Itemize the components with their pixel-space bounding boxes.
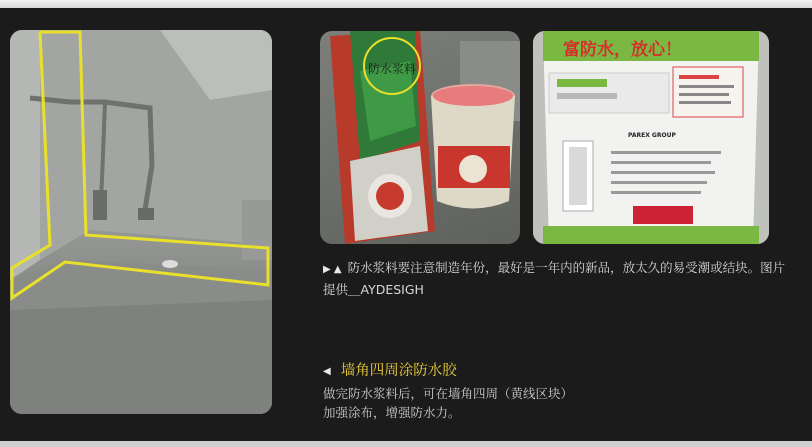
bag-highlight-label: 防水浆料 [368,62,417,76]
page-bottom-edge [0,441,812,447]
photo-caption [323,258,793,300]
bathroom-corner-illustration [10,30,272,414]
left-triangle-icon: ◀ [323,366,331,377]
section-body [323,384,783,422]
caption-text: 防水浆料要注意制造年份，最好是一年内的新品，放太久的易受潮或结块。图片提供＿AYDESIGH [323,260,786,297]
caption-arrows: ▶ ▲ [323,264,342,275]
bag-and-bucket-illustration [320,31,520,244]
bathroom-corner-photo [10,30,272,414]
section-body-line: 做完防水浆料后，可在墙角四周（黄线区块） [323,386,574,401]
waterproof-bucket-photo [533,31,769,244]
section-title [323,360,783,383]
section-body-line: 加强涂布，增强防水力。 [323,405,461,420]
bucket-brand: PAREX GROUP [628,132,676,139]
bucket-slogan: 富防水，放心！ [563,40,682,60]
tip-section [323,360,783,422]
waterproof-slurry-bag-photo [320,31,520,244]
section-title-text: 墙角四周涂防水胶 [340,363,457,379]
page-top-edge [0,0,812,8]
